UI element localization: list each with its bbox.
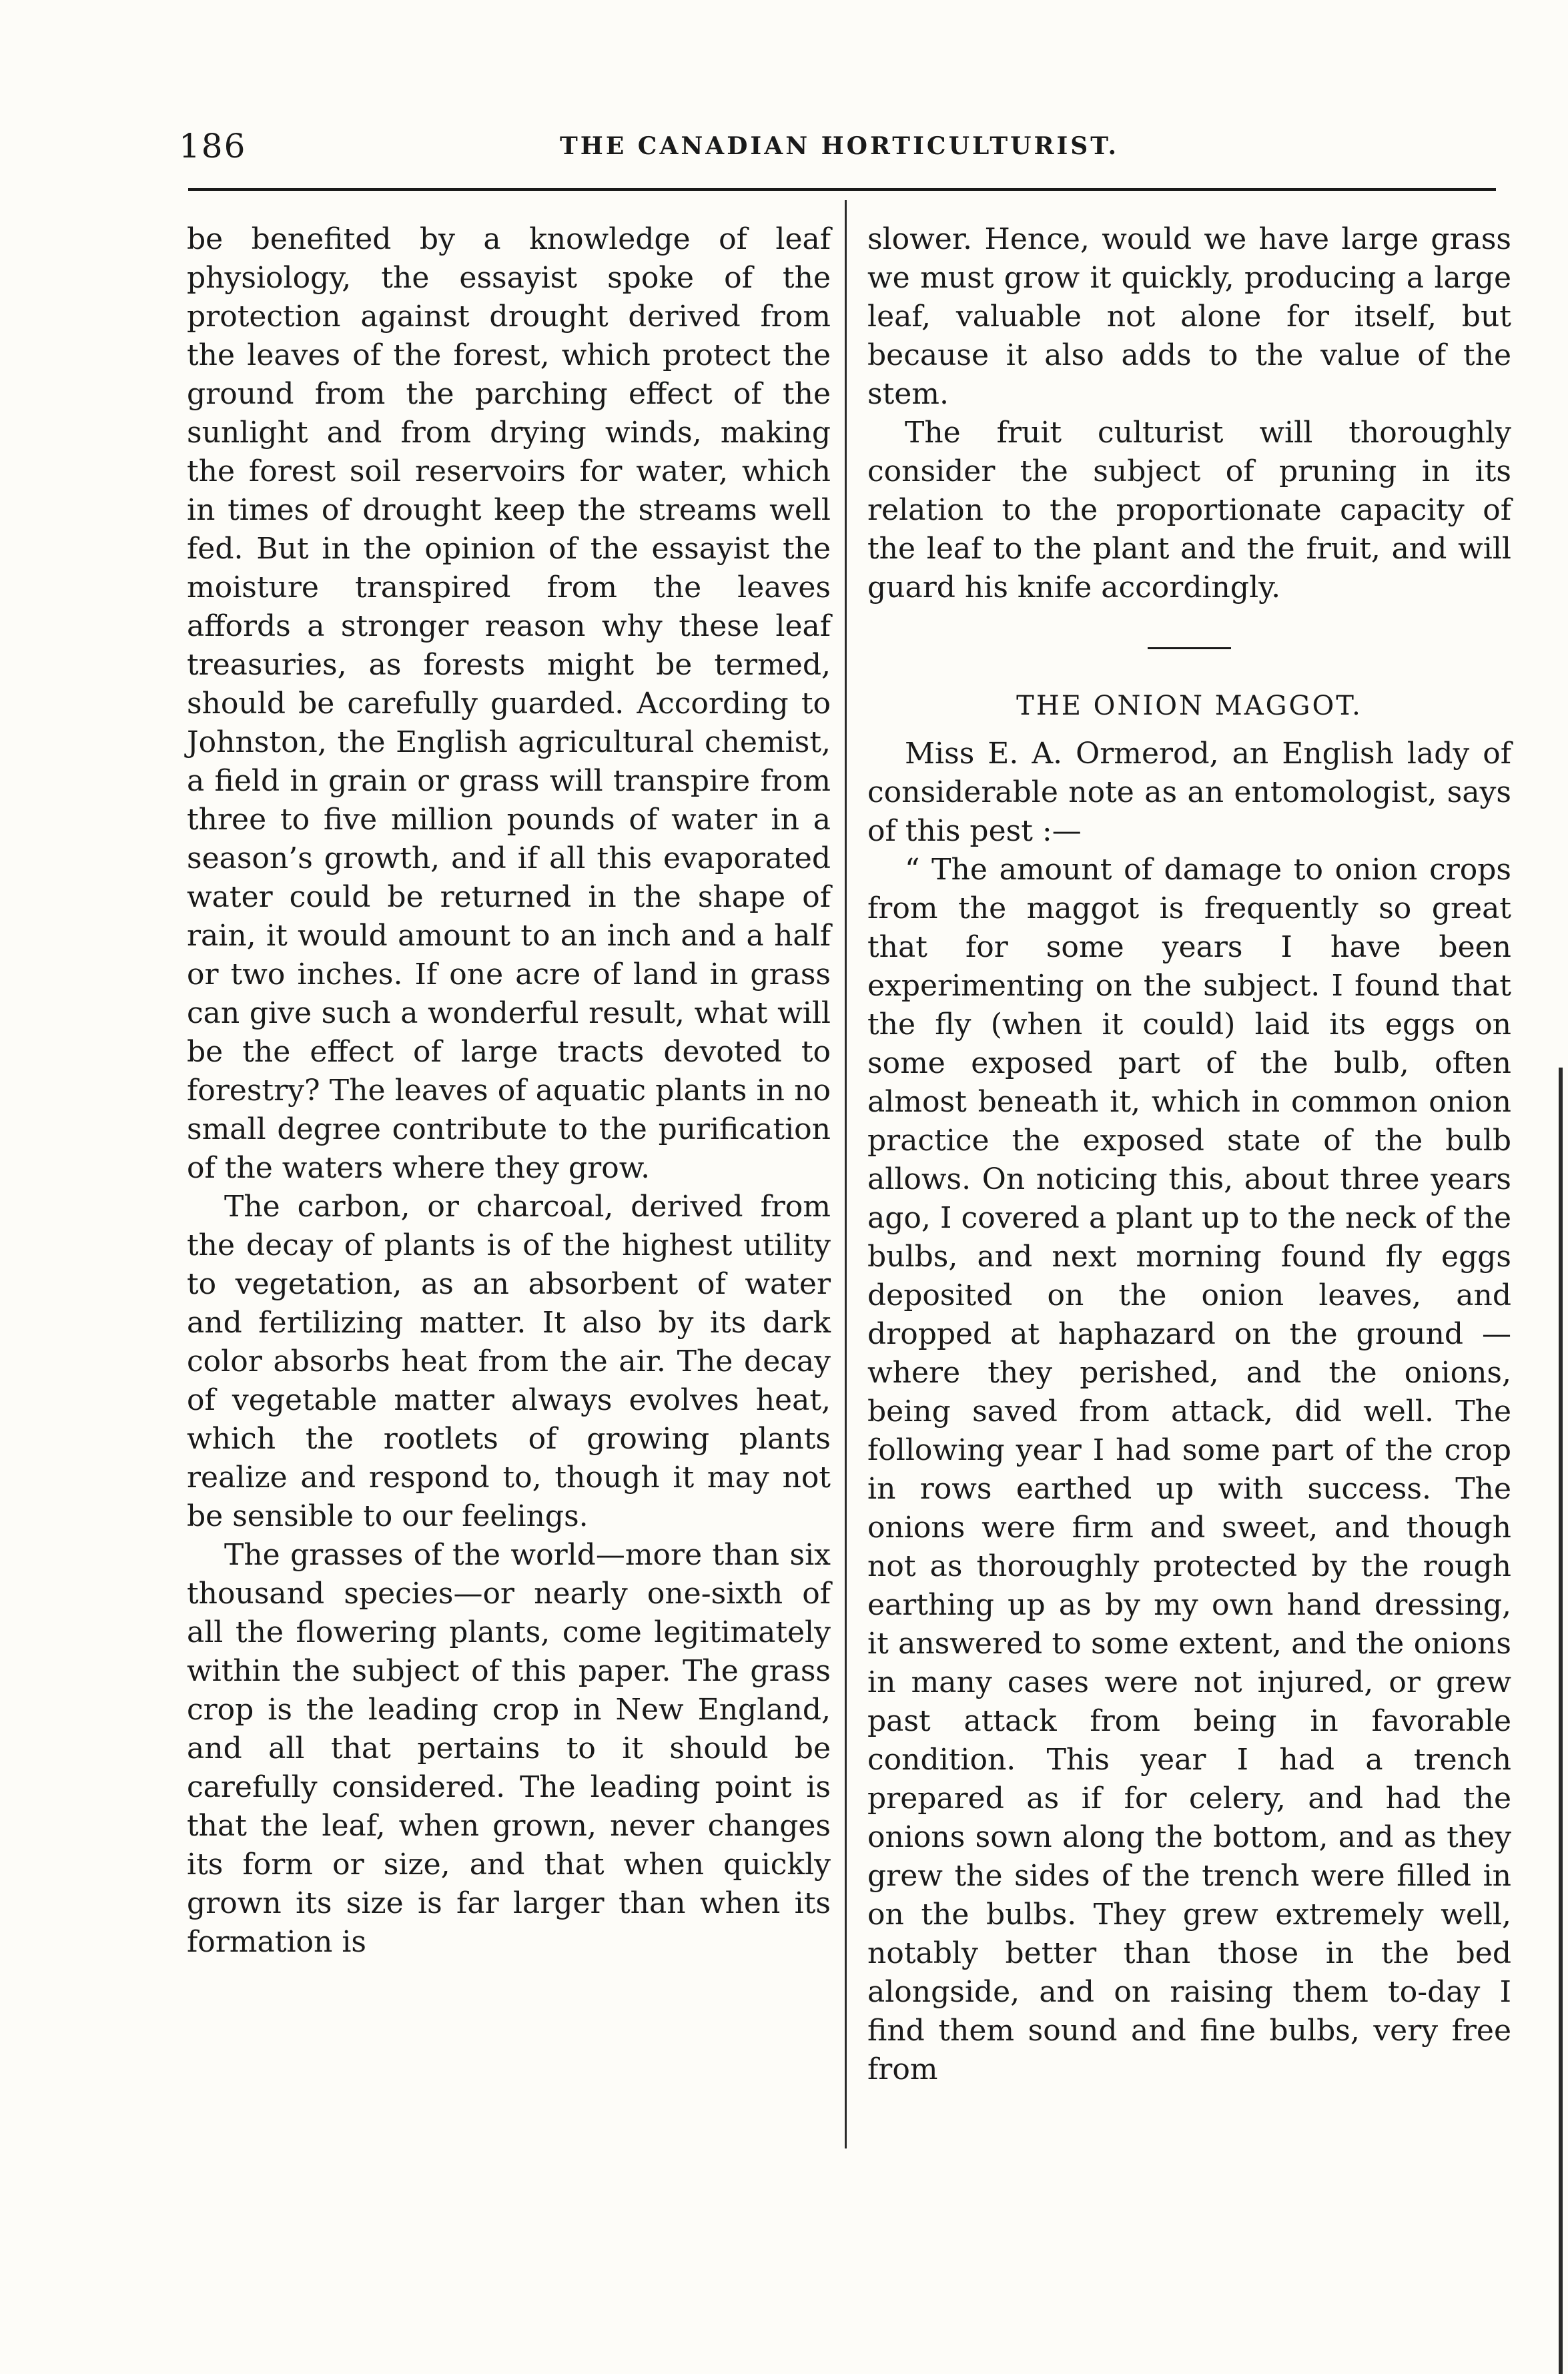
column-divider: [845, 200, 847, 2148]
left-paragraph-1: be benefited by a knowledge of leaf physiology, the essayist spoke of the protection against drought derived from the leaves of the forest, which protect the ground from the parching effect of the sunlight and from drying winds, making the forest soil reservoirs for water, which in times of drought keep the streams well fed. But in the opinion of the essayist the moisture transpired from the leaves affords a stronger reason why these leaf treasuries, as forests might be termed, should be carefully guarded. According to Johnston, the English agricultural chemist, a field in grain or grass will transpire from three to five million pounds of water in a season’s growth, and if all this evaporated water could be returned in the shape of rain, it would amount to an inch and a half or two inches. If one acre of land in grass can give such a wonderful result, what will be the effect of large tracts devoted to forestry? The leaves of aquatic plants in no small degree contribute to the purification of the waters where they grow.: [187, 222, 831, 1185]
right-paragraph-3: Miss E. A. Ormerod, an English lady of considerable note as an entomologist, says of this pest :—: [867, 737, 1511, 848]
section-title: THE ONION MAGGOT.: [1016, 691, 1362, 721]
page-number: 186: [179, 127, 247, 165]
right-paragraph-4: “ The amount of damage to onion crops from the maggot is frequently so great that for some years I have been experimenting on the subject. I found that the fly (when it could) laid its eggs on some exposed part of the bulb, often almost beneath it, which in common onion practice the exposed state of the bulb allows. On noticing this, about three years ago, I covered a plant up to the neck of the bulbs, and next morning found fly eggs deposited on the onion leaves, and dropped at haphazard on the ground — where they perished, and the onions, being saved from attack, did well. The following year I had some part of the crop in rows earthed up with success. The onions were firm and sweet, and though not as thoroughly protected by the rough earthing up as by my own hand dressing, it answered to some extent, and the onions in many cases were not injured, or grew past attack from being in favorable condition. This year I had a trench prepared as if for celery, and had the onions sown along the bottom, and as they grew the sides of the trench were filled in on the bulbs. They grew extremely well, notably better than those in the bed alongside, and on raising them to-day I find them sound and fine bulbs, very free from: [867, 853, 1511, 2086]
right-column: [867, 220, 1511, 2089]
running-title: THE CANADIAN HORTICULTURIST.: [560, 132, 1119, 160]
page-header: [179, 127, 1500, 173]
left-paragraph-3: The grasses of the world—more than six thousand species—or nearly one-sixth of all the flowering plants, come legitimately within the subject of this paper. The grass crop is the leading crop in New England, and all that pertains to it should be carefully considered. The leading point is that the leaf, when grown, never changes its form or size, and that when quickly grown its size is far larger than when its formation is: [187, 1538, 831, 1959]
right-paragraph-1: slower. Hence, would we have large grass we must grow it quickly, producing a large leaf, valuable not alone for itself, but because it also adds to the value of the stem.: [867, 222, 1511, 411]
right-paragraph-2: The fruit culturist will thoroughly consider the subject of pruning in its relation to the proportionate capacity of the leaf to the plant and the fruit, and will guard his knife accordingly.: [867, 416, 1511, 605]
header-rule: [188, 188, 1496, 191]
section-rule: [1148, 647, 1231, 649]
left-column: [187, 220, 831, 1962]
page-edge-shadow: [1559, 1068, 1563, 2374]
left-paragraph-2: The carbon, or charcoal, derived from the decay of plants is of the highest utility to vegetation, as an absorbent of water and fertilizing matter. It also by its dark color absorbs heat from the air. The decay of vegetable matter always evolves heat, which the rootlets of growing plants realize and respond to, though it may not be sensible to our feelings.: [187, 1190, 831, 1533]
